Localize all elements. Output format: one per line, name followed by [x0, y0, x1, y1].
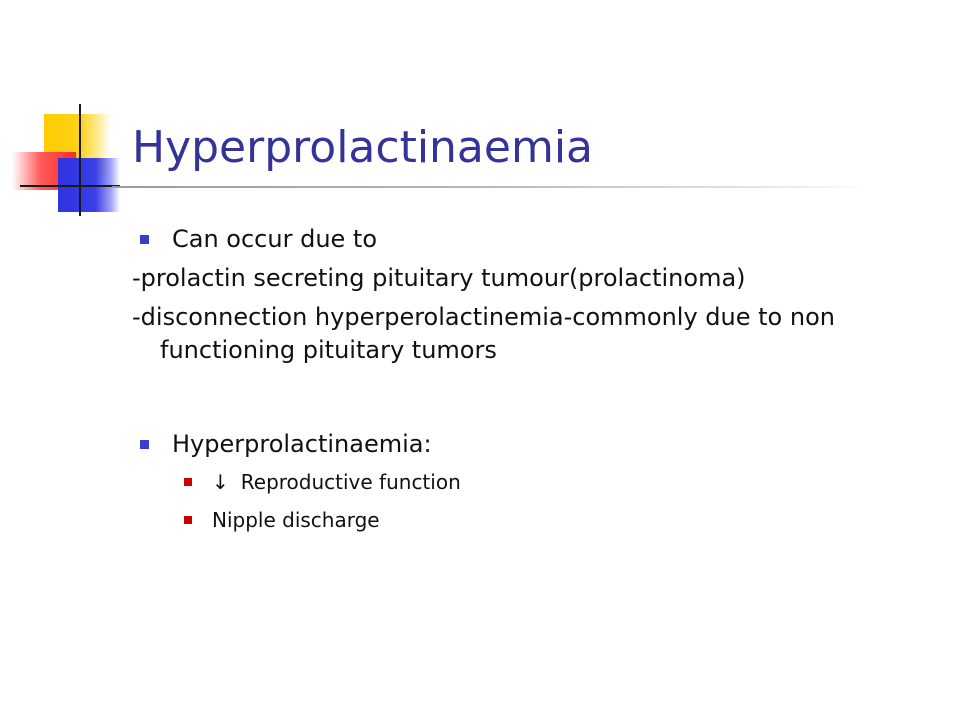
decorative-vertical-line — [79, 104, 81, 216]
text-line: -disconnection hyperperolactinemia-commonly due to non functioning pituitary tumors — [132, 303, 835, 364]
bullet-text: Hyperprolactinaemia: — [172, 430, 432, 458]
square-bullet-icon — [140, 235, 149, 244]
decorative-horizontal-line — [20, 185, 120, 187]
down-arrow-icon: ↓ — [212, 470, 229, 494]
text-line: -prolactin secreting pituitary tumour(prolactinoma) — [132, 264, 746, 292]
sub-bullet-item — [132, 463, 912, 501]
sub-bullet-text: Nipple discharge — [212, 508, 380, 532]
title-underline — [112, 186, 872, 188]
sub-bullet-text: Reproductive function — [240, 470, 461, 494]
sub-bullet-item — [132, 501, 912, 539]
bullet-text: Can occur due to — [172, 225, 378, 253]
spacer — [132, 373, 912, 425]
slide-body — [132, 220, 912, 539]
small-square-bullet-icon — [184, 516, 192, 524]
slide-title: Hyperprolactinaemia — [132, 122, 594, 173]
bullet-item — [132, 220, 912, 258]
square-bullet-icon — [140, 440, 149, 449]
bullet-item — [132, 425, 912, 463]
small-square-bullet-icon — [184, 478, 192, 486]
